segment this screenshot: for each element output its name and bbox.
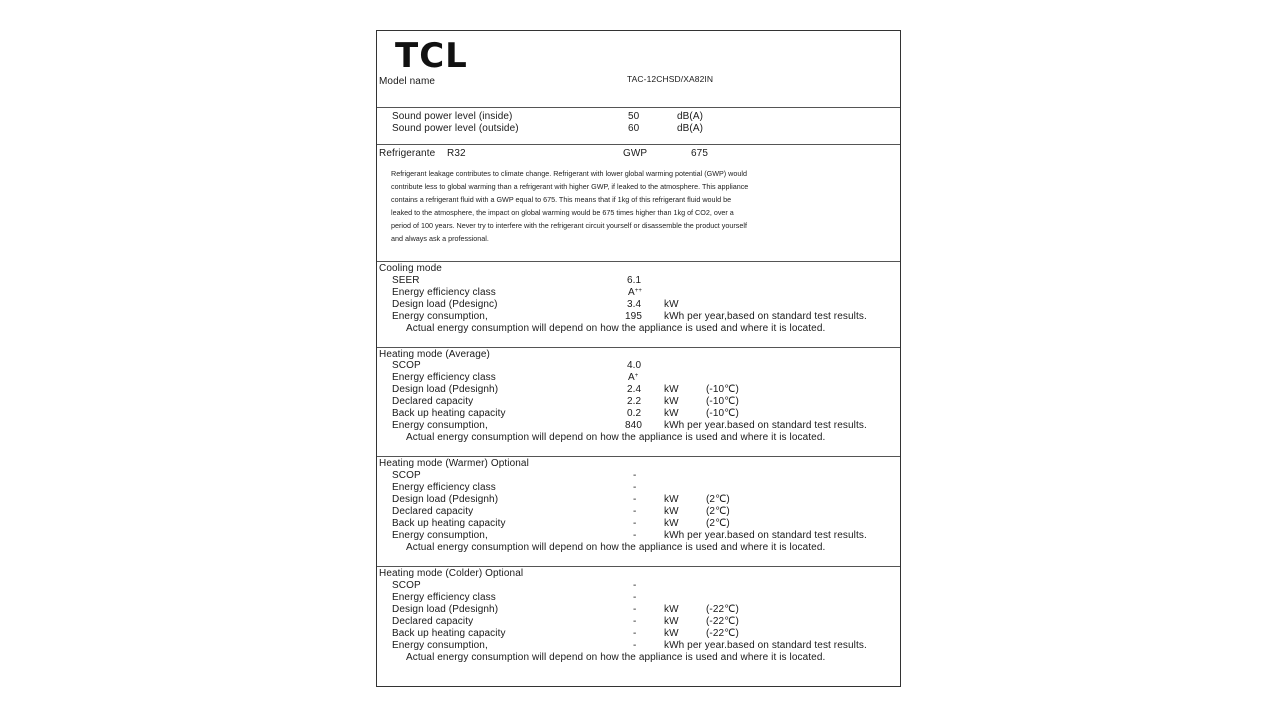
colder-class-label: Energy efficiency class xyxy=(392,592,496,603)
colder-declared-value: - xyxy=(633,616,637,627)
heating-backup-temp: (-10℃) xyxy=(706,408,739,419)
refrigerant-type: R32 xyxy=(447,148,466,159)
warmer-backup-value: - xyxy=(633,518,637,529)
colder-backup-label: Back up heating capacity xyxy=(392,628,506,639)
cooling-design-value: 3.4 xyxy=(627,299,642,310)
colder-design-label: Design load (Pdesignh) xyxy=(392,604,499,615)
heating-backup-value: 0.2 xyxy=(627,408,642,419)
warmer-backup-label: Back up heating capacity xyxy=(392,518,506,529)
heating-class-label: Energy efficiency class xyxy=(392,372,496,383)
seer-value: 6.1 xyxy=(627,275,642,286)
warmer-design-unit: kW xyxy=(664,494,679,505)
sound-outside-value: 60 xyxy=(628,123,640,134)
refrigerant-section xyxy=(377,145,900,262)
cooling-design-unit: kW xyxy=(664,299,679,310)
cooling-class-value: A++ xyxy=(628,287,642,298)
heating-class-value: A+ xyxy=(628,372,639,383)
notice-line: period of 100 years. Never try to interfere with the refrigerant circuit yourself or disassemble the product yourself xyxy=(391,221,747,231)
heating-consumption-label: Energy consumption, xyxy=(392,420,488,431)
warmer-scop-label: SCOP xyxy=(392,470,421,481)
notice-line: contribute less to global warming than a refrigerant with higher GWP, if leaked to the atmosphere. This appliance xyxy=(391,182,749,192)
sound-section xyxy=(377,108,900,145)
warmer-consumption-unit: kWh per year.based on standard test results. xyxy=(664,530,867,541)
warmer-design-value: - xyxy=(633,494,637,505)
heating-average-section xyxy=(377,348,900,457)
warmer-design-temp: (2℃) xyxy=(706,494,730,505)
warmer-design-label: Design load (Pdesignh) xyxy=(392,494,499,505)
notice-line: contains a refrigerant fluid with a GWP equal to 675. This means that if 1kg of this refrigerant fluid would be xyxy=(391,195,732,205)
brand-logo: TCL xyxy=(395,36,468,76)
cooling-consumption-unit: kWh per year,based on standard test results. xyxy=(664,311,867,322)
heating-declared-label: Declared capacity xyxy=(392,396,474,407)
warmer-backup-temp: (2℃) xyxy=(706,518,730,529)
header-section xyxy=(377,31,900,108)
gwp-label: GWP xyxy=(623,148,648,159)
warmer-note: Actual energy consumption will depend on how the appliance is used and where it is located. xyxy=(406,542,826,553)
notice-line: leaked to the atmosphere, the impact on global warming would be 675 times higher than 1kg of CO2, over a xyxy=(391,208,734,218)
heating-backup-label: Back up heating capacity xyxy=(392,408,506,419)
heating-warmer-section xyxy=(377,457,900,567)
heating-colder-title: Heating mode (Colder) Optional xyxy=(379,568,524,579)
sound-outside-unit: dB(A) xyxy=(677,123,704,134)
colder-note: Actual energy consumption will depend on how the appliance is used and where it is located. xyxy=(406,652,826,663)
heating-design-temp: (-10℃) xyxy=(706,384,739,395)
heating-average-title: Heating mode (Average) xyxy=(379,349,490,360)
sound-inside-value: 50 xyxy=(628,111,640,122)
cooling-class-label: Energy efficiency class xyxy=(392,287,496,298)
colder-consumption-unit: kWh per year.based on standard test results. xyxy=(664,640,867,651)
heating-design-value: 2.4 xyxy=(627,384,642,395)
colder-declared-unit: kW xyxy=(664,616,679,627)
seer-label: SEER xyxy=(392,275,420,286)
heating-declared-temp: (-10℃) xyxy=(706,396,739,407)
product-fiche-sheet xyxy=(376,30,901,687)
colder-declared-temp: (-22℃) xyxy=(706,616,739,627)
refrigerant-label: Refrigerante xyxy=(379,148,436,159)
warmer-class-value: - xyxy=(633,482,637,493)
warmer-declared-unit: kW xyxy=(664,506,679,517)
sound-inside-unit: dB(A) xyxy=(677,111,704,122)
warmer-consumption-value: - xyxy=(633,530,637,541)
colder-design-temp: (-22℃) xyxy=(706,604,739,615)
sound-outside-label: Sound power level (outside) xyxy=(392,123,519,134)
colder-backup-unit: kW xyxy=(664,628,679,639)
sound-inside-label: Sound power level (inside) xyxy=(392,111,513,122)
heating-design-unit: kW xyxy=(664,384,679,395)
refrigerant-notice xyxy=(391,167,831,246)
heating-declared-unit: kW xyxy=(664,396,679,407)
heating-design-label: Design load (Pdesignh) xyxy=(392,384,499,395)
model-name-label: Model name xyxy=(379,76,436,87)
cooling-consumption-label: Energy consumption, xyxy=(392,311,488,322)
colder-scop-label: SCOP xyxy=(392,580,421,591)
cooling-consumption-value: 195 xyxy=(625,311,642,322)
colder-backup-value: - xyxy=(633,628,637,639)
heating-warmer-title: Heating mode (Warmer) Optional xyxy=(379,458,529,469)
warmer-declared-label: Declared capacity xyxy=(392,506,474,517)
heating-note: Actual energy consumption will depend on how the appliance is used and where it is located. xyxy=(406,432,826,443)
warmer-class-label: Energy efficiency class xyxy=(392,482,496,493)
colder-declared-label: Declared capacity xyxy=(392,616,474,627)
colder-backup-temp: (-22℃) xyxy=(706,628,739,639)
warmer-declared-temp: (2℃) xyxy=(706,506,730,517)
heating-declared-value: 2.2 xyxy=(627,396,642,407)
colder-consumption-label: Energy consumption, xyxy=(392,640,488,651)
warmer-consumption-label: Energy consumption, xyxy=(392,530,488,541)
model-name-value: TAC-12CHSD/XA82IN xyxy=(627,74,714,84)
cooling-design-label: Design load (Pdesignc) xyxy=(392,299,498,310)
heating-consumption-unit: kWh per year.based on standard test results. xyxy=(664,420,867,431)
notice-line: and always ask a professional. xyxy=(391,234,489,244)
heating-consumption-value: 840 xyxy=(625,420,642,431)
heating-backup-unit: kW xyxy=(664,408,679,419)
colder-design-unit: kW xyxy=(664,604,679,615)
notice-line: Refrigerant leakage contributes to climate change. Refrigerant with lower global warming potential (GWP) would xyxy=(391,169,747,178)
colder-consumption-value: - xyxy=(633,640,637,651)
colder-class-value: - xyxy=(633,592,637,603)
gwp-value: 675 xyxy=(691,148,708,159)
warmer-declared-value: - xyxy=(633,506,637,517)
warmer-scop-value: - xyxy=(633,470,637,481)
warmer-backup-unit: kW xyxy=(664,518,679,529)
scop-value: 4.0 xyxy=(627,360,642,371)
cooling-title: Cooling mode xyxy=(379,263,442,274)
heating-colder-section xyxy=(377,567,900,685)
colder-scop-value: - xyxy=(633,580,637,591)
colder-design-value: - xyxy=(633,604,637,615)
scop-label: SCOP xyxy=(392,360,421,371)
cooling-section xyxy=(377,262,900,348)
cooling-note: Actual energy consumption will depend on how the appliance is used and where it is located. xyxy=(406,323,826,334)
